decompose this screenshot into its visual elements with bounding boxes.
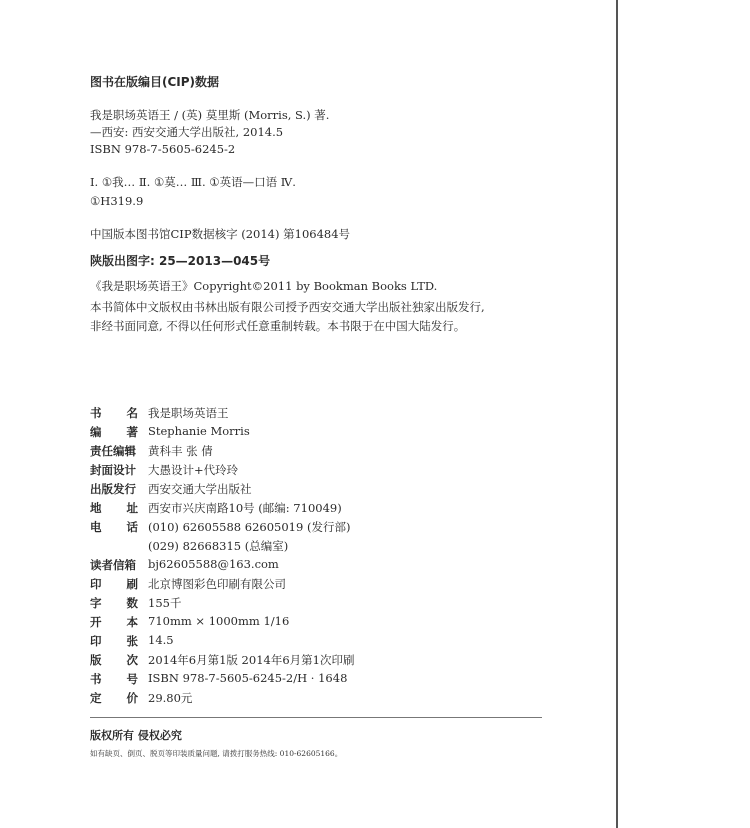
detail-label: [90, 576, 138, 592]
detail-label-part: 读者信箱: [90, 558, 136, 572]
detail-value: 155千: [148, 596, 182, 610]
detail-label-part: 定: [90, 691, 102, 705]
detail-label-part: 出版发行: [90, 482, 136, 496]
divider: [90, 717, 542, 718]
detail-label-part: 数: [126, 596, 138, 610]
detail-label-part: 书: [90, 406, 102, 420]
detail-label: [90, 690, 138, 706]
detail-label-part: 本: [126, 615, 138, 629]
detail-label: [90, 519, 138, 535]
detail-label: [90, 633, 138, 649]
detail-label-part: 刷: [126, 577, 138, 591]
detail-value: (010) 62605588 62605019 (发行部): [148, 520, 351, 534]
detail-value: 西安交通大学出版社: [148, 482, 252, 496]
detail-label: [90, 443, 138, 459]
detail-label: [90, 500, 138, 516]
cip-line-class-code: ①H319.9: [90, 194, 144, 208]
publishing-permit: 陕版出图字: 25—2013—045号: [90, 254, 271, 268]
detail-label-part: 印: [90, 634, 102, 648]
detail-label-part: 开: [90, 615, 102, 629]
detail-label-part: 号: [126, 672, 138, 686]
detail-label-part: 次: [126, 653, 138, 667]
detail-label-part: 地: [90, 501, 102, 515]
detail-label: [90, 595, 138, 611]
detail-value: 我是职场英语王: [148, 406, 229, 420]
detail-value: 北京博图彩色印刷有限公司: [148, 577, 286, 591]
detail-label-part: 张: [126, 634, 138, 648]
license-statement-line-1: 本书简体中文版权由书林出版有限公司授予西安交通大学出版社独家出版发行,: [90, 300, 485, 314]
service-hotline-notice: 如有缺页、倒页、脱页等印装质量问题, 请拨打服务热线: 010-62605166。: [90, 749, 343, 758]
detail-value: (029) 82668315 (总编室): [148, 539, 289, 553]
detail-label-part: 址: [126, 501, 138, 515]
detail-label: [90, 652, 138, 668]
detail-label-part: 责任编辑: [90, 444, 136, 458]
detail-value: 710mm × 1000mm 1/16: [148, 614, 290, 628]
cip-line-publisher: —西安: 西安交通大学出版社, 2014.5: [90, 125, 284, 139]
cip-line-classification: Ⅰ. ①我… Ⅱ. ①莫… Ⅲ. ①英语—口语 Ⅳ.: [90, 175, 296, 189]
detail-label: [90, 405, 138, 421]
detail-label-part: 编: [90, 425, 102, 439]
cip-line-isbn: ISBN 978-7-5605-6245-2: [90, 142, 236, 156]
detail-label-part: 著: [126, 425, 138, 439]
detail-label: [90, 481, 138, 497]
detail-value: 大愚设计+代玲玲: [148, 463, 239, 477]
all-rights-reserved: 版权所有 侵权必究: [90, 729, 182, 742]
detail-value: 2014年6月第1版 2014年6月第1次印刷: [148, 653, 355, 667]
detail-label: [90, 462, 138, 478]
detail-value: Stephanie Morris: [148, 424, 250, 438]
detail-value: 西安市兴庆南路10号 (邮编: 710049): [148, 501, 342, 515]
detail-label-part: 字: [90, 596, 102, 610]
copyright-line: 《我是职场英语王》Copyright©2011 by Bookman Books LTD.: [90, 279, 438, 293]
cip-title: 图书在版编目(CIP)数据: [90, 75, 220, 89]
detail-label-part: 价: [126, 691, 138, 705]
detail-value: 14.5: [148, 633, 174, 647]
detail-label: [90, 424, 138, 440]
detail-label-part: 名: [126, 406, 138, 420]
detail-value: 黄科丰 张 倩: [148, 444, 213, 458]
detail-label: [90, 671, 138, 687]
detail-label-part: 版: [90, 653, 102, 667]
detail-label: [90, 557, 138, 573]
cip-line-title-author: 我是职场英语王 / (英) 莫里斯 (Morris, S.) 著.: [90, 108, 330, 122]
detail-label-part: 电: [90, 520, 102, 534]
detail-label-part: 话: [126, 520, 138, 534]
cip-verification-number: 中国版本图书馆CIP数据核字 (2014) 第106484号: [90, 227, 351, 241]
license-statement-line-2: 非经书面同意, 不得以任何形式任意重制转载。本书限于在中国大陆发行。: [90, 319, 466, 333]
detail-value: 29.80元: [148, 691, 193, 705]
detail-label: [90, 614, 138, 630]
detail-label-part: 封面设计: [90, 463, 136, 477]
detail-value: ISBN 978-7-5605-6245-2/H · 1648: [148, 671, 348, 685]
detail-label-part: 印: [90, 577, 102, 591]
detail-label-part: 书: [90, 672, 102, 686]
detail-value: bj62605588@163.com: [148, 557, 279, 571]
